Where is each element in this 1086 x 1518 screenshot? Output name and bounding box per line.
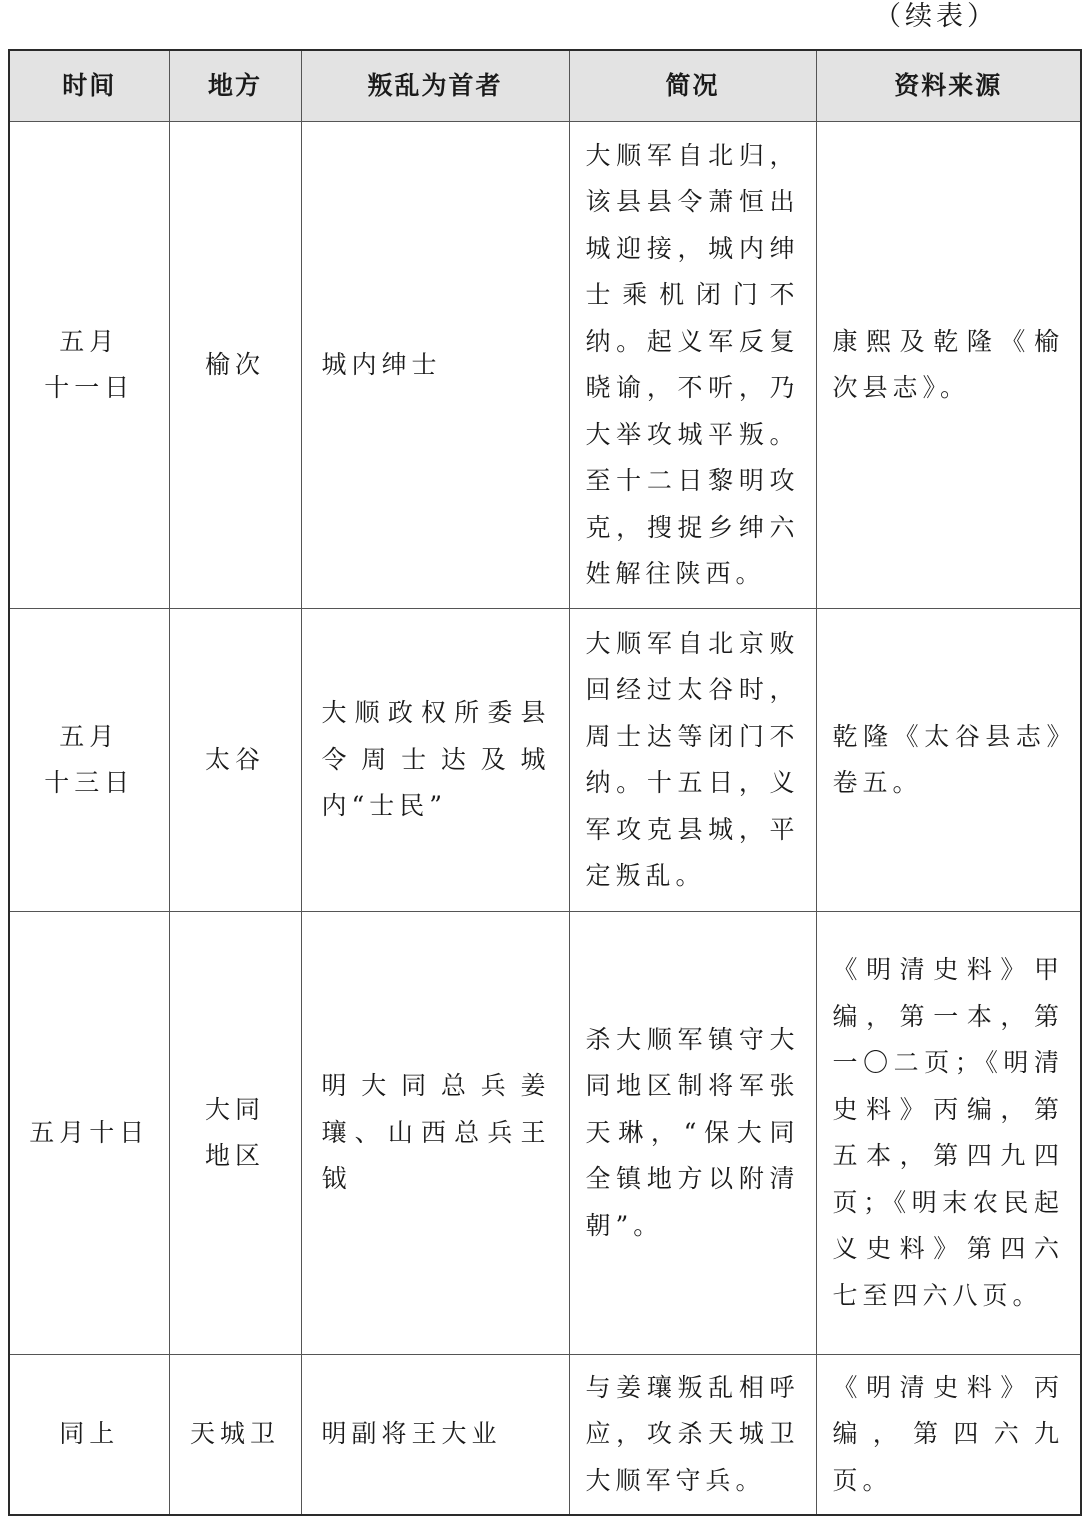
summary-cell: 与姜瓖叛乱相呼应，攻杀天城卫大顺军守兵。 xyxy=(569,1355,816,1516)
summary-cell: 大顺军自北归，该县县令萧恒出城迎接，城内绅士乘机闭门不纳。起义军反复晓谕，不听，乃大举攻城平叛。至十二日黎明攻克，搜捉乡绅六姓解往陕西。 xyxy=(569,122,816,609)
table-row xyxy=(9,1355,1081,1516)
column-header-source: 资料来源 xyxy=(816,50,1081,122)
continued-table-label: （续表） xyxy=(874,1,998,32)
column-header-time: 时间 xyxy=(9,50,169,122)
leader-cell: 明大同总兵姜瓖、山西总兵王钺 xyxy=(301,912,569,1355)
place-cell: 太谷 xyxy=(169,609,301,912)
table-row xyxy=(9,122,1081,609)
leader-cell: 城内绅士 xyxy=(301,122,569,609)
source-cell: 乾隆《太谷县志》卷五。 xyxy=(816,609,1081,912)
table-header-row xyxy=(9,50,1081,122)
column-header-leader: 叛乱为首者 xyxy=(301,50,569,122)
place-cell: 大同地区 xyxy=(169,912,301,1355)
time-cell: 五月十日 xyxy=(9,912,169,1355)
place-cell: 天城卫 xyxy=(169,1355,301,1516)
place-cell: 榆次 xyxy=(169,122,301,609)
summary-cell: 杀大顺军镇守大同地区制将军张天琳，“保大同全镇地方以附清朝”。 xyxy=(569,912,816,1355)
time-cell: 同上 xyxy=(9,1355,169,1516)
table-row xyxy=(9,609,1081,912)
leader-cell: 大顺政权所委县令周士达及城内“士民” xyxy=(301,609,569,912)
column-header-summary: 简况 xyxy=(569,50,816,122)
source-cell: 康熙及乾隆《榆次县志》。 xyxy=(816,122,1081,609)
column-header-place: 地方 xyxy=(169,50,301,122)
leader-cell: 明副将王大业 xyxy=(301,1355,569,1516)
revolt-table xyxy=(8,49,1082,1516)
time-cell: 五月 十一日 xyxy=(9,122,169,609)
time-cell: 五月 十三日 xyxy=(9,609,169,912)
table-row xyxy=(9,912,1081,1355)
source-cell: 《明清史料》甲编，第一本，第一〇二页；《明清史料》丙编，第五本，第四九四页；《明末农民起义史料》第四六七至四六八页。 xyxy=(816,912,1081,1355)
source-cell: 《明清史料》丙编，第四六九页。 xyxy=(816,1355,1081,1516)
summary-cell: 大顺军自北京败回经过太谷时，周士达等闭门不纳。十五日，义军攻克县城，平定叛乱。 xyxy=(569,609,816,912)
